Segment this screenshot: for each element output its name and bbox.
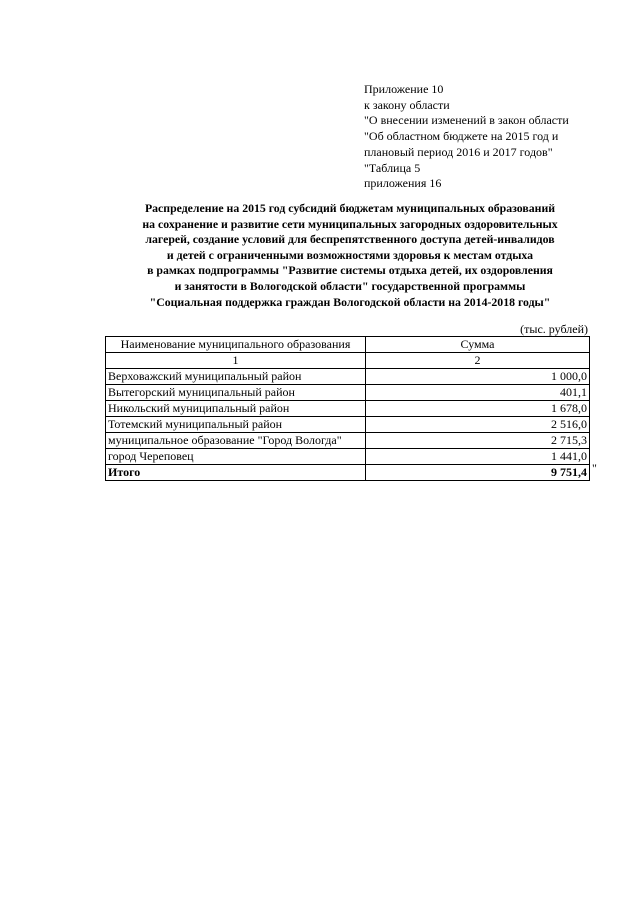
municipality-name: город Череповец — [106, 449, 366, 465]
title-line: и детей с ограниченными возможностями здоровья к местам отдыха — [166, 247, 534, 262]
document-title — [80, 201, 620, 310]
title-line: на сохранение и развитие сети муниципальных загородных оздоровительных — [142, 216, 558, 231]
table-row — [106, 369, 590, 385]
subsidy-amount: 401,1 — [366, 385, 590, 401]
title-line: в рамках подпрограммы "Развитие системы отдыха детей, их оздоровления — [147, 263, 553, 278]
total-label: Итого — [106, 465, 366, 481]
column-number: 2 — [366, 353, 590, 369]
title-line: Распределение на 2015 год субсидий бюджетам муниципальных образований — [144, 201, 556, 215]
municipality-name: Вытегорский муниципальный район — [106, 385, 366, 401]
column-header-name: Наименование муниципального образования — [106, 337, 366, 353]
column-number-row — [106, 353, 590, 369]
subsidy-amount: 1 678,0 — [366, 401, 590, 417]
total-row — [106, 465, 590, 481]
appendix-line: "О внесении изменений в закон области — [364, 113, 569, 128]
subsidy-amount: 1 000,0 — [366, 369, 590, 385]
subsidy-amount: 2 516,0 — [366, 417, 590, 433]
municipality-name: Верховажский муниципальный район — [106, 369, 366, 385]
table-row — [106, 417, 590, 433]
municipality-name: Тотемский муниципальный район — [106, 417, 366, 433]
column-header-amount: Сумма — [366, 337, 590, 353]
subsidy-amount: 1 441,0 — [366, 449, 590, 465]
subsidy-table — [105, 336, 590, 481]
table-header-row — [106, 337, 590, 353]
appendix-line: "Об областном бюджете на 2015 год и — [364, 129, 559, 144]
total-amount: 9 751,4 — [366, 465, 590, 481]
table-row — [106, 433, 590, 449]
closing-quote-mark: " — [592, 461, 597, 475]
municipality-name: муниципальное образование "Город Вологда" — [106, 433, 366, 449]
table-row — [106, 401, 590, 417]
appendix-header — [364, 82, 624, 192]
municipality-name: Никольский муниципальный район — [106, 401, 366, 417]
table-row — [106, 449, 590, 465]
appendix-line: плановый период 2016 и 2017 годов" — [364, 144, 553, 159]
column-number: 1 — [106, 353, 366, 369]
subsidy-amount: 2 715,3 — [366, 433, 590, 449]
appendix-line: к закону области — [364, 97, 450, 112]
title-line: "Социальная поддержка граждан Вологодской области на 2014-2018 годы" — [149, 294, 551, 309]
appendix-line: Приложение 10 — [364, 82, 444, 96]
title-line: и занятости в Вологодской области" государственной программы — [174, 278, 526, 293]
appendix-line: приложения 16 — [364, 176, 442, 191]
appendix-line: "Таблица 5 — [364, 160, 421, 175]
units-label: (тыс. рублей) — [520, 322, 588, 336]
title-line: лагерей, создание условий для беспрепятственного доступа детей-инвалидов — [145, 232, 555, 247]
table-row — [106, 385, 590, 401]
